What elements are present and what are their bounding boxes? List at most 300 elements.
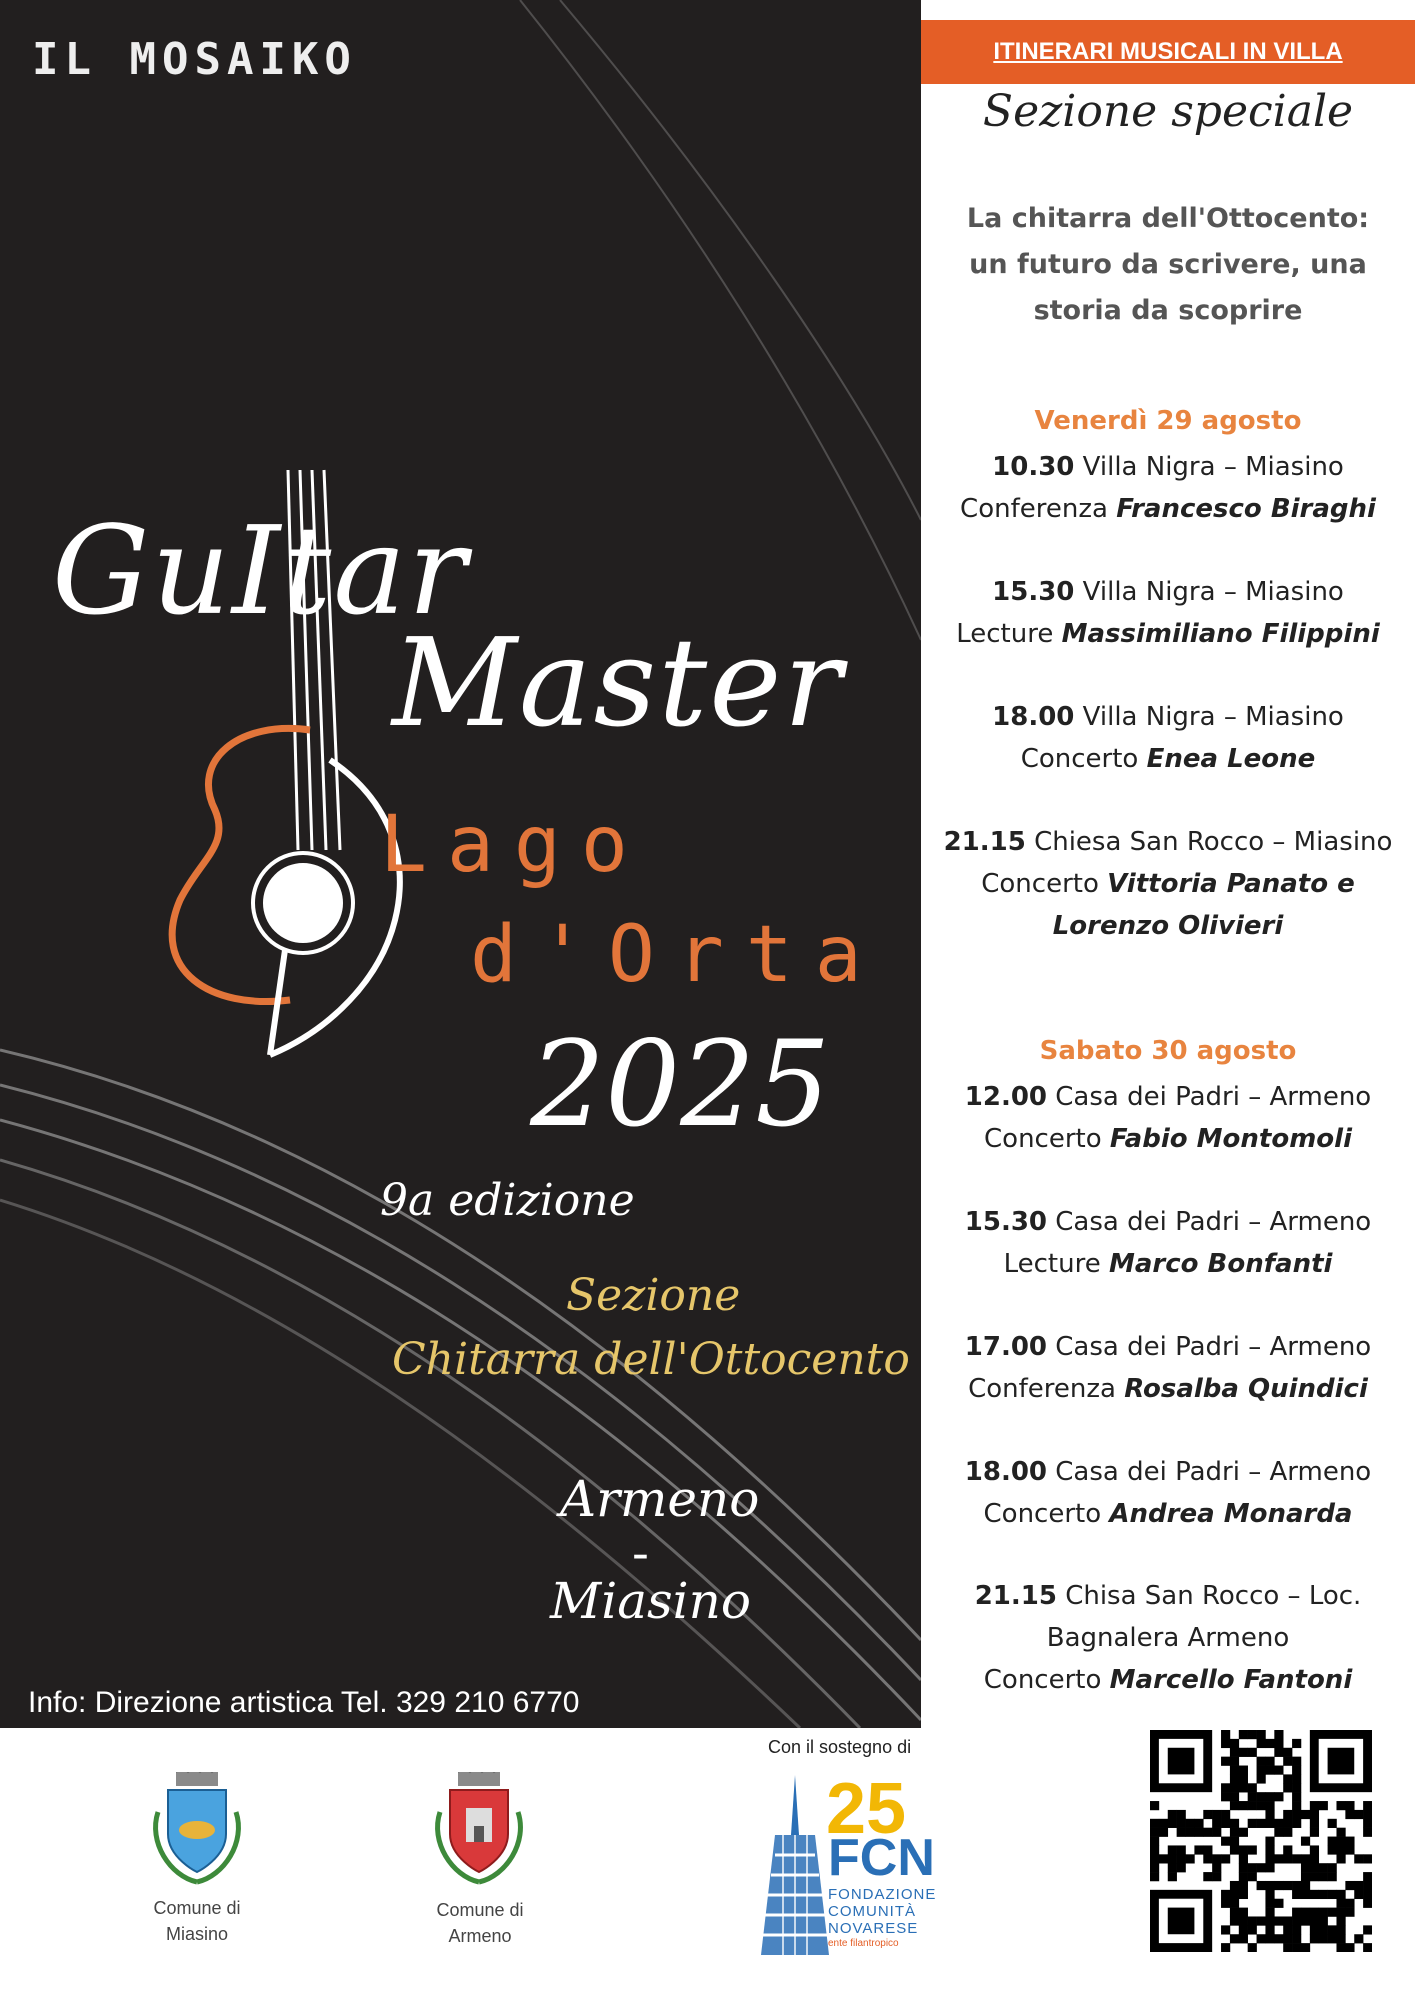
qr-module	[1283, 1925, 1292, 1934]
qr-module	[1203, 1854, 1212, 1863]
qr-module	[1230, 1774, 1239, 1783]
qr-module	[1328, 1845, 1337, 1854]
qr-module	[1212, 1828, 1221, 1837]
qr-module	[1212, 1810, 1221, 1819]
qr-module	[1230, 1783, 1239, 1792]
qr-module	[1310, 1863, 1319, 1872]
qr-module	[1310, 1925, 1319, 1934]
qr-module	[1310, 1908, 1319, 1917]
qr-module	[1265, 1766, 1274, 1775]
fcn-line: ente filantropico	[828, 1938, 899, 1949]
qr-module	[1363, 1899, 1372, 1908]
qr-module	[1257, 1757, 1266, 1766]
qr-module	[1319, 1801, 1328, 1810]
qr-module	[1221, 1739, 1230, 1748]
qr-module	[1301, 1881, 1310, 1890]
event-place: Casa dei Padri – Armeno	[1055, 1457, 1372, 1487]
qr-module	[1292, 1792, 1301, 1801]
qr-module	[1319, 1934, 1328, 1943]
qr-module	[1257, 1766, 1266, 1775]
qr-module	[1328, 1837, 1337, 1846]
qr-module	[1336, 1837, 1345, 1846]
day-heading: Venerdì 29 agosto	[1034, 406, 1302, 436]
qr-module	[1292, 1934, 1301, 1943]
qr-module	[1239, 1881, 1248, 1890]
qr-module	[1248, 1801, 1257, 1810]
qr-module	[1265, 1801, 1274, 1810]
event-performer: Marcello Fantoni	[1109, 1665, 1353, 1695]
section-line-1: Sezione	[566, 1270, 741, 1321]
year: 2025	[530, 1015, 831, 1153]
qr-module	[1274, 1934, 1283, 1943]
brand-logo: IL MOSAIKO	[32, 34, 357, 85]
qr-module	[1230, 1757, 1239, 1766]
qr-module	[1248, 1819, 1257, 1828]
qr-module	[1248, 1845, 1257, 1854]
qr-module	[1230, 1801, 1239, 1810]
qr-module	[1159, 1828, 1168, 1837]
qr-module	[1345, 1801, 1354, 1810]
qr-module	[1265, 1854, 1274, 1863]
event-line	[921, 571, 1415, 613]
qr-module	[1221, 1792, 1230, 1801]
edition	[0, 1175, 921, 1226]
qr-module	[1336, 1845, 1345, 1854]
qr-module	[1257, 1863, 1266, 1872]
qr-module	[1257, 1801, 1266, 1810]
qr-module	[1221, 1890, 1230, 1899]
qr-module	[1328, 1863, 1337, 1872]
qr-module	[1345, 1899, 1354, 1908]
event-line	[921, 446, 1415, 488]
subtitle	[935, 196, 1401, 334]
event-time: 15.30	[992, 577, 1075, 607]
qr-module	[1292, 1890, 1301, 1899]
qr-module	[1345, 1908, 1354, 1917]
qr-module	[1257, 1881, 1266, 1890]
qr-module	[1363, 1854, 1372, 1863]
qr-module	[1230, 1766, 1239, 1775]
subtitle-line: storia da scoprire	[1033, 295, 1303, 326]
qr-module	[1212, 1863, 1221, 1872]
qr-module	[1177, 1863, 1186, 1872]
event-place: Casa dei Padri – Armeno	[1055, 1082, 1372, 1112]
event-kind: Concerto	[981, 869, 1099, 899]
event	[921, 1076, 1415, 1160]
qr-module	[1283, 1810, 1292, 1819]
qr-module	[1301, 1854, 1310, 1863]
qr-module	[1257, 1730, 1266, 1739]
qr-module	[1186, 1828, 1195, 1837]
event	[921, 696, 1415, 780]
qr-module	[1186, 1819, 1195, 1828]
event-performer: Rosalba Quindici	[1124, 1374, 1368, 1404]
qr-finder	[1328, 1748, 1355, 1775]
qr-module	[1194, 1828, 1203, 1837]
event-line	[921, 1659, 1415, 1701]
event	[921, 821, 1415, 947]
qr-module	[1274, 1881, 1283, 1890]
qr-module	[1239, 1934, 1248, 1943]
qr-module	[1274, 1766, 1283, 1775]
qr-module	[1248, 1783, 1257, 1792]
fcn-line: COMUNITÀ	[828, 1903, 916, 1920]
qr-module	[1177, 1854, 1186, 1863]
event-place: Villa Nigra – Miasino	[1082, 702, 1344, 732]
event-place: Bagnalera Armeno	[1046, 1623, 1290, 1653]
qr-module	[1336, 1801, 1345, 1810]
qr-module	[1328, 1872, 1337, 1881]
qr-module	[1150, 1854, 1159, 1863]
qr-module	[1310, 1801, 1319, 1810]
fcn-line: FONDAZIONE	[828, 1886, 937, 1903]
qr-module	[1248, 1943, 1257, 1952]
qr-module	[1283, 1854, 1292, 1863]
qr-module	[1221, 1943, 1230, 1952]
qr-module	[1230, 1819, 1239, 1828]
event-kind: Concerto	[983, 1665, 1102, 1695]
lake-line-1: Lago	[380, 800, 648, 890]
qr-module	[1265, 1810, 1274, 1819]
qr-module	[1150, 1801, 1159, 1810]
qr-module	[1345, 1881, 1354, 1890]
qr-module	[1336, 1908, 1345, 1917]
event-place: Chiesa San Rocco – Miasino	[1034, 827, 1393, 857]
event-place: Casa dei Padri – Armeno	[1055, 1332, 1372, 1362]
event	[921, 571, 1415, 655]
miasino-crest-icon	[150, 1772, 244, 1892]
event-line	[921, 905, 1415, 947]
qr-module	[1292, 1783, 1301, 1792]
qr-module	[1168, 1810, 1177, 1819]
event-time: 17.00	[964, 1332, 1048, 1362]
event-line	[921, 1451, 1415, 1493]
qr-module	[1257, 1916, 1266, 1925]
qr-module	[1150, 1863, 1159, 1872]
qr-module	[1239, 1863, 1248, 1872]
qr-module	[1265, 1819, 1274, 1828]
banner	[921, 20, 1415, 84]
qr-module	[1345, 1810, 1354, 1819]
event-line	[921, 863, 1415, 905]
support-label: Con il sostegno di	[768, 1737, 912, 1757]
qr-module	[1319, 1908, 1328, 1917]
event-time: 15.30	[964, 1207, 1048, 1237]
day-heading: Sabato 30 agosto	[1039, 1036, 1297, 1066]
qr-module	[1248, 1748, 1257, 1757]
qr-module	[1257, 1792, 1266, 1801]
qr-module	[1265, 1739, 1274, 1748]
subtitle-line: un futuro da scrivere, una	[969, 249, 1367, 280]
qr-module	[1283, 1819, 1292, 1828]
qr-module	[1194, 1819, 1203, 1828]
qr-module	[1292, 1943, 1301, 1952]
qr-module	[1265, 1881, 1274, 1890]
place-armeno: Armeno	[560, 1470, 760, 1528]
qr-module	[1336, 1899, 1345, 1908]
qr-module	[1301, 1908, 1310, 1917]
comune-armeno-label	[424, 1897, 536, 1949]
event	[921, 1451, 1415, 1535]
qr-module	[1248, 1872, 1257, 1881]
qr-module	[1177, 1819, 1186, 1828]
qr-module	[1168, 1854, 1177, 1863]
qr-module	[1292, 1916, 1301, 1925]
qr-module	[1336, 1925, 1345, 1934]
qr-module	[1310, 1828, 1319, 1837]
special-section-heading: Sezione speciale	[982, 86, 1354, 137]
qr-module	[1221, 1854, 1230, 1863]
qr-module	[1265, 1925, 1274, 1934]
qr-module	[1301, 1810, 1310, 1819]
qr-module	[1230, 1934, 1239, 1943]
qr-module	[1354, 1881, 1363, 1890]
qr-code-icon[interactable]	[1150, 1730, 1372, 1952]
qr-module	[1212, 1854, 1221, 1863]
qr-module	[1194, 1845, 1203, 1854]
qr-module	[1221, 1837, 1230, 1846]
qr-module	[1354, 1810, 1363, 1819]
qr-module	[1257, 1934, 1266, 1943]
fcn-anniversary: 25	[826, 1769, 907, 1849]
qr-module	[1239, 1730, 1248, 1739]
qr-module	[1310, 1819, 1319, 1828]
qr-module	[1345, 1943, 1354, 1952]
subtitle-line: La chitarra dell'Ottocento:	[966, 203, 1370, 234]
qr-module	[1274, 1748, 1283, 1757]
qr-module	[1283, 1748, 1292, 1757]
qr-module	[1292, 1854, 1301, 1863]
qr-module	[1230, 1890, 1239, 1899]
qr-module	[1257, 1819, 1266, 1828]
place-separator: -	[632, 1524, 649, 1582]
event-line	[921, 1118, 1415, 1160]
event-performer: Francesco Biraghi	[1116, 494, 1376, 524]
qr-module	[1248, 1916, 1257, 1925]
qr-module	[1363, 1943, 1372, 1952]
qr-module	[1292, 1766, 1301, 1775]
event-performer: Lorenzo Olivieri	[1052, 911, 1284, 941]
qr-module	[1292, 1774, 1301, 1783]
event-performer: Vittoria Panato e	[1107, 869, 1355, 899]
qr-module	[1257, 1774, 1266, 1783]
qr-module	[1239, 1766, 1248, 1775]
event-performer: Fabio Montomoli	[1109, 1124, 1352, 1154]
qr-module	[1159, 1854, 1168, 1863]
qr-module	[1310, 1854, 1319, 1863]
qr-module	[1239, 1801, 1248, 1810]
qr-module	[1230, 1748, 1239, 1757]
qr-module	[1212, 1872, 1221, 1881]
qr-module	[1168, 1863, 1177, 1872]
qr-module	[1230, 1916, 1239, 1925]
event-place: Villa Nigra – Miasino	[1082, 577, 1344, 607]
qr-module	[1292, 1757, 1301, 1766]
qr-module	[1177, 1810, 1186, 1819]
qr-module	[1363, 1819, 1372, 1828]
event-time: 21.15	[943, 827, 1026, 857]
qr-module	[1328, 1934, 1337, 1943]
event-line	[921, 1368, 1415, 1410]
event-kind: Concerto	[983, 1499, 1102, 1529]
qr-module	[1274, 1828, 1283, 1837]
qr-module	[1336, 1890, 1345, 1899]
qr-module	[1274, 1854, 1283, 1863]
qr-module	[1274, 1819, 1283, 1828]
comune-line: Comune di	[436, 1900, 524, 1920]
qr-module	[1221, 1899, 1230, 1908]
qr-module	[1328, 1819, 1337, 1828]
qr-module	[1248, 1925, 1257, 1934]
title-guitar: GuItar	[52, 500, 469, 642]
qr-module	[1319, 1925, 1328, 1934]
qr-module	[1203, 1872, 1212, 1881]
qr-module	[1328, 1925, 1337, 1934]
event-place: Villa Nigra – Miasino	[1082, 452, 1344, 482]
qr-module	[1292, 1908, 1301, 1917]
qr-module	[1354, 1890, 1363, 1899]
qr-module	[1230, 1881, 1239, 1890]
info-phone: Info: Direzione artistica Tel. 329 210 6770	[28, 1686, 580, 1719]
fcn-acronym: FCN	[828, 1829, 935, 1887]
qr-module	[1345, 1837, 1354, 1846]
qr-module	[1150, 1872, 1159, 1881]
edition-text: 9a edizione	[380, 1175, 635, 1226]
qr-module	[1283, 1783, 1292, 1792]
qr-module	[1310, 1845, 1319, 1854]
qr-module	[1230, 1792, 1239, 1801]
qr-module	[1239, 1908, 1248, 1917]
qr-module	[1230, 1899, 1239, 1908]
qr-module	[1292, 1925, 1301, 1934]
qr-module	[1328, 1890, 1337, 1899]
qr-module	[1248, 1863, 1257, 1872]
qr-module	[1319, 1872, 1328, 1881]
qr-module	[1292, 1801, 1301, 1810]
qr-module	[1168, 1819, 1177, 1828]
qr-module	[1265, 1916, 1274, 1925]
qr-module	[1310, 1934, 1319, 1943]
event-line	[921, 821, 1415, 863]
qr-module	[1301, 1863, 1310, 1872]
qr-module	[1336, 1916, 1345, 1925]
banner-text: ITINERARI MUSICALI IN VILLA	[993, 38, 1343, 65]
qr-module	[1301, 1872, 1310, 1881]
qr-module	[1230, 1739, 1239, 1748]
event-kind: Concerto	[1020, 744, 1139, 774]
qr-module	[1363, 1925, 1372, 1934]
qr-module	[1168, 1872, 1177, 1881]
qr-module	[1150, 1845, 1159, 1854]
qr-module	[1301, 1943, 1310, 1952]
fcn-line: NOVARESE	[828, 1920, 919, 1937]
event-line	[921, 1326, 1415, 1368]
event	[921, 446, 1415, 530]
qr-module	[1239, 1748, 1248, 1757]
qr-module	[1230, 1908, 1239, 1917]
qr-module	[1363, 1828, 1372, 1837]
event-place: Chisa San Rocco – Loc.	[1065, 1581, 1362, 1611]
qr-finder	[1168, 1748, 1195, 1775]
qr-module	[1292, 1881, 1301, 1890]
event-line	[921, 1243, 1415, 1285]
qr-module	[1265, 1845, 1274, 1854]
qr-module	[1310, 1810, 1319, 1819]
qr-module	[1274, 1730, 1283, 1739]
qr-module	[1203, 1828, 1212, 1837]
qr-module	[1212, 1819, 1221, 1828]
qr-module	[1336, 1854, 1345, 1863]
place-miasino: Miasino	[550, 1572, 751, 1630]
qr-module	[1239, 1872, 1248, 1881]
qr-module	[1265, 1908, 1274, 1917]
qr-module	[1292, 1810, 1301, 1819]
qr-module	[1319, 1916, 1328, 1925]
qr-module	[1265, 1934, 1274, 1943]
qr-module	[1363, 1801, 1372, 1810]
qr-module	[1265, 1863, 1274, 1872]
lake-line-2: d'Orta	[470, 910, 884, 1000]
qr-module	[1177, 1845, 1186, 1854]
qr-module	[1230, 1845, 1239, 1854]
qr-module	[1239, 1783, 1248, 1792]
qr-module	[1248, 1730, 1257, 1739]
qr-module	[1265, 1837, 1274, 1846]
qr-module	[1283, 1881, 1292, 1890]
qr-module	[1221, 1810, 1230, 1819]
event	[921, 1326, 1415, 1410]
qr-module	[1336, 1828, 1345, 1837]
comune-line: Comune di	[153, 1898, 241, 1918]
qr-module	[1203, 1810, 1212, 1819]
qr-module	[1283, 1828, 1292, 1837]
qr-module	[1328, 1908, 1337, 1917]
event-performer: Enea Leone	[1146, 744, 1316, 774]
comune-miasino-label	[140, 1895, 254, 1947]
qr-module	[1310, 1872, 1319, 1881]
qr-module	[1150, 1837, 1159, 1846]
qr-module	[1159, 1819, 1168, 1828]
qr-module	[1310, 1916, 1319, 1925]
comune-line: Miasino	[165, 1924, 229, 1944]
event	[921, 1201, 1415, 1285]
qr-module	[1283, 1943, 1292, 1952]
qr-module	[1283, 1916, 1292, 1925]
event-line	[921, 1617, 1415, 1659]
qr-module	[1239, 1854, 1248, 1863]
qr-module	[1345, 1845, 1354, 1854]
qr-module	[1239, 1890, 1248, 1899]
qr-module	[1150, 1828, 1159, 1837]
qr-module	[1319, 1863, 1328, 1872]
qr-module	[1221, 1925, 1230, 1934]
qr-module	[1283, 1774, 1292, 1783]
event-time: 21.15	[974, 1581, 1057, 1611]
qr-module	[1301, 1916, 1310, 1925]
qr-module	[1292, 1739, 1301, 1748]
event-time: 18.00	[964, 1457, 1048, 1487]
qr-module	[1336, 1943, 1345, 1952]
qr-module	[1363, 1872, 1372, 1881]
qr-module	[1221, 1783, 1230, 1792]
qr-module	[1150, 1819, 1159, 1828]
qr-module	[1248, 1792, 1257, 1801]
qr-module	[1168, 1845, 1177, 1854]
qr-module	[1265, 1890, 1274, 1899]
event-line	[921, 1493, 1415, 1535]
qr-module	[1354, 1854, 1363, 1863]
qr-module	[1265, 1757, 1274, 1766]
